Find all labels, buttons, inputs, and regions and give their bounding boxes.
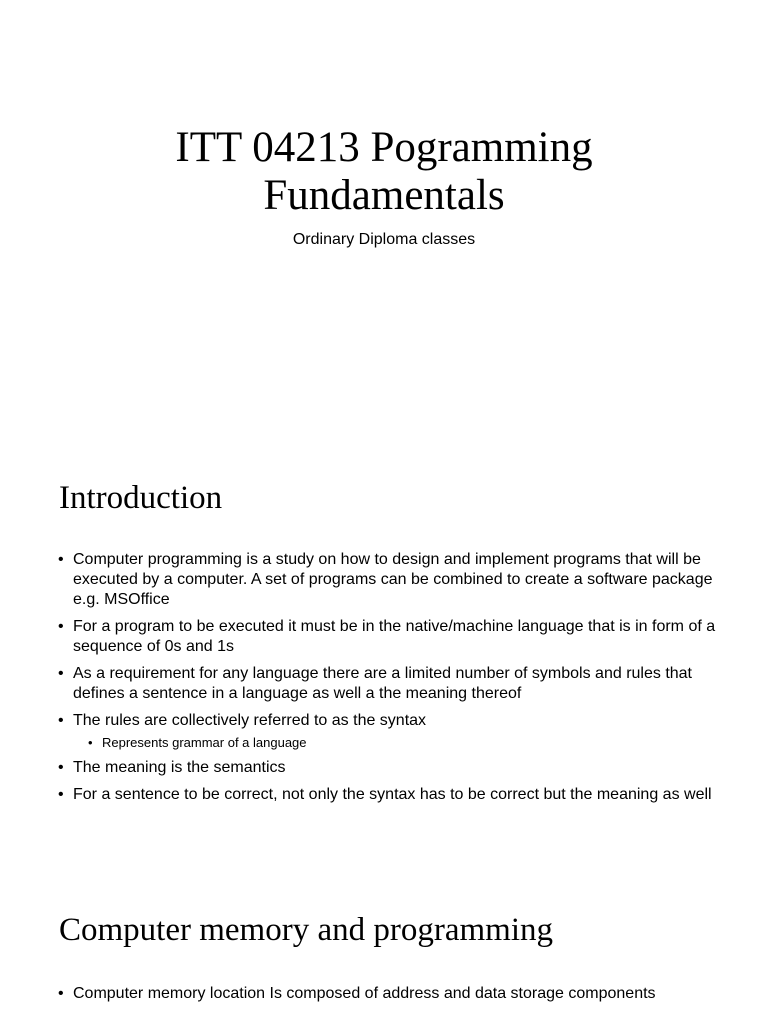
bullet-item: • For a program to be executed it must be in the native/machine language that is in form of a sequence of 0s and 1s [58,617,718,657]
introduction-slide [0,432,768,864]
bullet-item: • Computer memory location Is composed of address and data storage components [58,984,718,1004]
deck-subtitle: Ordinary Diploma classes [292,231,476,248]
bullet-item: • For a sentence to be correct, not only the syntax has to be correct but the meaning as well [58,785,718,805]
sub-bullet-list [73,734,718,751]
deck-title: ITT 04213 Pogramming Fundamentals [175,124,593,219]
bullet-item: • The meaning is the semantics [58,758,718,778]
slide-heading: Introduction [59,480,223,516]
memory-slide [0,864,768,1024]
title-slide [0,0,768,432]
bullet-text: The rules are collectively referred to as the syntax [73,712,427,729]
bullet-item-with-sublist [58,711,718,751]
bullet-list [58,550,718,812]
slide-heading: Computer memory and programming [59,912,553,948]
sub-bullet-item: • Represents grammar of a language [73,734,718,751]
bullet-item: • As a requirement for any language there are a limited number of symbols and rules that defines a sentence in a language as well a the meaning thereof [58,664,718,704]
bullet-item: • Computer programming is a study on how to design and implement programs that will be executed by a computer. A set of programs can be combined to create a software package e.g. MSOffice [58,550,718,610]
bullet-list [58,984,718,1011]
